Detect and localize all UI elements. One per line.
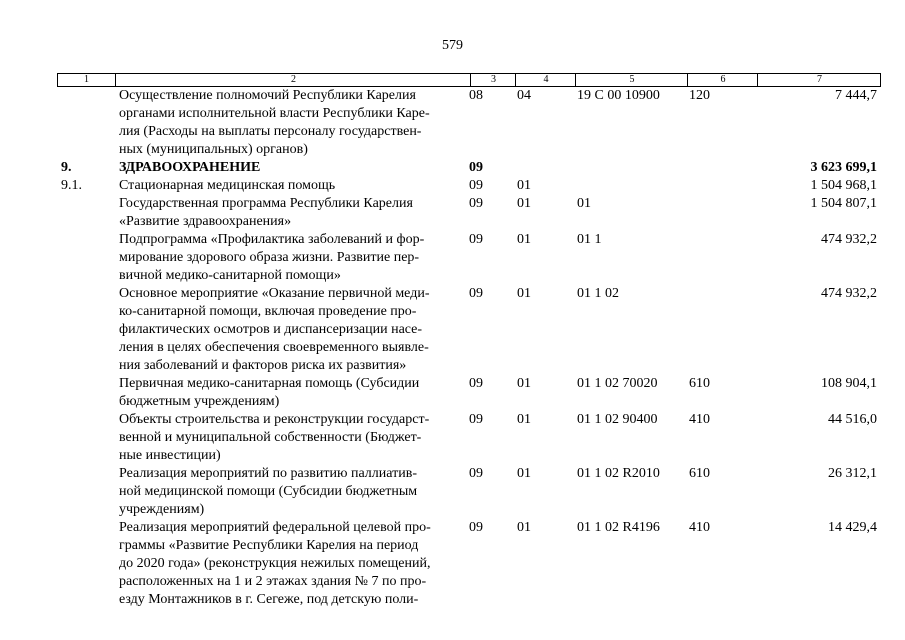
subsection-code: 01 <box>517 286 531 301</box>
table-row <box>57 159 881 177</box>
description-line: бюджетным учреждениям) <box>119 394 280 409</box>
table-row <box>57 177 881 195</box>
description-line: ЗДРАВООХРАНЕНИЕ <box>119 160 261 175</box>
description-line: органами исполнительной власти Республики Каре- <box>119 106 430 121</box>
expense-type-code: 610 <box>689 376 710 391</box>
header-col-7: 7 <box>757 74 881 86</box>
description-line: филактических осмотров и диспансеризации насе- <box>119 322 423 337</box>
section-code: 09 <box>469 196 483 211</box>
description-line: Осуществление полномочий Республики Карелия <box>119 88 416 103</box>
target-article-code: 01 1 02 <box>577 286 619 301</box>
target-article-code: 01 1 02 70020 <box>577 376 658 391</box>
description-line: расположенных на 1 и 2 этажах здания № 7 по про- <box>119 574 427 589</box>
table-row <box>57 195 881 231</box>
table-row <box>57 519 881 609</box>
header-col-3: 3 <box>470 74 516 86</box>
section-code: 09 <box>469 232 483 247</box>
table-row <box>57 411 881 465</box>
description-line: Реализация мероприятий по развитию паллиатив- <box>119 466 418 481</box>
row-description <box>119 195 469 231</box>
expense-type-code: 410 <box>689 412 710 427</box>
budget-table <box>57 73 881 609</box>
table-row <box>57 285 881 375</box>
header-col-6: 6 <box>687 74 758 86</box>
description-line: Государственная программа Республики Карелия <box>119 196 413 211</box>
target-article-code: 01 1 <box>577 232 602 247</box>
subsection-code: 01 <box>517 232 531 247</box>
row-description <box>119 465 469 519</box>
amount: 26 312,1 <box>828 466 877 481</box>
expense-type-code: 610 <box>689 466 710 481</box>
section-code: 09 <box>469 178 483 193</box>
description-line: ко-санитарной помощи, включая проведение про- <box>119 304 417 319</box>
page-number: 579 <box>442 38 463 53</box>
amount: 474 932,2 <box>821 232 877 247</box>
table-row <box>57 375 881 411</box>
amount: 44 516,0 <box>828 412 877 427</box>
row-number: 9.1. <box>61 178 82 193</box>
description-line: лия (Расходы на выплаты персоналу государствен- <box>119 124 422 139</box>
table-row <box>57 465 881 519</box>
expense-type-code: 410 <box>689 520 710 535</box>
row-description <box>119 285 469 375</box>
table-body <box>57 87 881 609</box>
row-description <box>119 231 469 285</box>
header-col-4: 4 <box>515 74 576 86</box>
subsection-code: 01 <box>517 466 531 481</box>
subsection-code: 01 <box>517 178 531 193</box>
description-line: Реализация мероприятий федеральной целевой про- <box>119 520 431 535</box>
header-col-2: 2 <box>115 74 471 86</box>
description-line: ления в целях обеспечения своевременного выявле- <box>119 340 429 355</box>
target-article-code: 01 1 02 90400 <box>577 412 658 427</box>
description-line: ния заболеваний и факторов риска их развития» <box>119 358 407 373</box>
section-code: 09 <box>469 376 483 391</box>
amount: 7 444,7 <box>835 88 877 103</box>
description-line: до 2020 года» (реконструкция нежилых помещений, <box>119 556 431 571</box>
subsection-code: 04 <box>517 88 531 103</box>
section-code: 08 <box>469 88 483 103</box>
description-line: мирование здорового образа жизни. Развитие пер- <box>119 250 420 265</box>
header-col-1: 1 <box>84 74 89 85</box>
subsection-code: 01 <box>517 376 531 391</box>
row-number: 9. <box>61 160 72 175</box>
description-line: венной и муниципальной собственности (Бюджет- <box>119 430 422 445</box>
expense-type-code: 120 <box>689 88 710 103</box>
amount: 1 504 807,1 <box>810 196 877 211</box>
row-description <box>119 519 469 609</box>
target-article-code: 01 <box>577 196 591 211</box>
row-description <box>119 375 469 411</box>
description-line: вичной медико-санитарной помощи» <box>119 268 341 283</box>
amount: 3 623 699,1 <box>810 160 877 175</box>
description-line: езду Монтажников в г. Сегеже, под детскую поли- <box>119 592 419 607</box>
table-row <box>57 87 881 159</box>
row-description <box>119 411 469 465</box>
amount: 1 504 968,1 <box>810 178 877 193</box>
description-line: ных (муниципальных) органов) <box>119 142 308 157</box>
header-col-5: 5 <box>575 74 688 86</box>
description-line: Основное мероприятие «Оказание первичной меди- <box>119 286 430 301</box>
section-code: 09 <box>469 466 483 481</box>
row-description <box>119 177 469 195</box>
subsection-code: 01 <box>517 196 531 211</box>
amount: 108 904,1 <box>821 376 877 391</box>
amount: 474 932,2 <box>821 286 877 301</box>
section-code: 09 <box>469 286 483 301</box>
description-line: Подпрограмма «Профилактика заболеваний и фор- <box>119 232 425 247</box>
description-line: Стационарная медицинская помощь <box>119 178 336 193</box>
description-line: ные инвестиции) <box>119 448 221 463</box>
table-header <box>57 73 881 87</box>
description-line: «Развитие здравоохранения» <box>119 214 292 229</box>
description-line: Первичная медико-санитарная помощь (Субсидии <box>119 376 420 391</box>
target-article-code: 01 1 02 R4196 <box>577 520 660 535</box>
section-code: 09 <box>469 412 483 427</box>
description-line: учреждениям) <box>119 502 205 517</box>
target-article-code: 19 С 00 10900 <box>577 88 660 103</box>
amount: 14 429,4 <box>828 520 877 535</box>
subsection-code: 01 <box>517 412 531 427</box>
section-code: 09 <box>469 160 483 175</box>
section-code: 09 <box>469 520 483 535</box>
row-description <box>119 87 469 159</box>
description-line: ной медицинской помощи (Субсидии бюджетным <box>119 484 418 499</box>
row-description <box>119 159 469 177</box>
description-line: Объекты строительства и реконструкции государст- <box>119 412 430 427</box>
description-line: граммы «Развитие Республики Карелия на период <box>119 538 419 553</box>
target-article-code: 01 1 02 R2010 <box>577 466 660 481</box>
table-row <box>57 231 881 285</box>
subsection-code: 01 <box>517 520 531 535</box>
